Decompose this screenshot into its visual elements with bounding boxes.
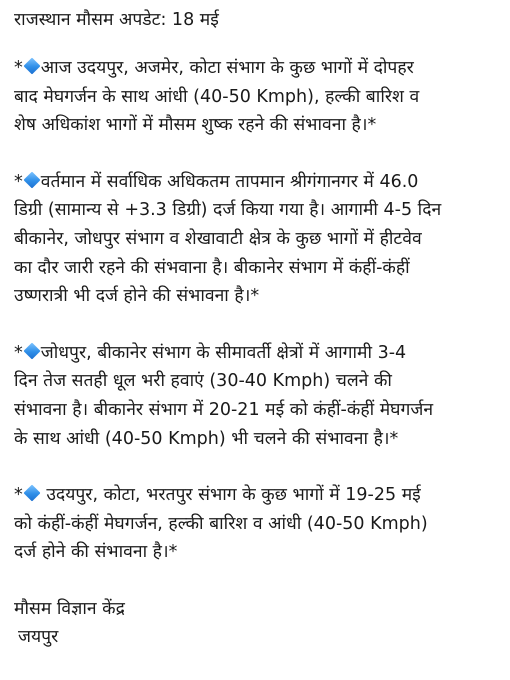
asterisk-marker: * [14, 171, 23, 192]
line-text: बाद मेघगर्जन के साथ आंधी (40-50 Kmph), हल्की बारिश व [14, 86, 420, 107]
line-text: के साथ आंधी (40-50 Kmph) भी चलने की संभावना है।* [14, 428, 399, 449]
paragraph-line [14, 168, 502, 197]
paragraph-line [14, 83, 502, 112]
paragraph-line [14, 111, 502, 140]
blue-diamond-icon [23, 58, 40, 75]
line-text: को कंहीं-कंहीं मेघगर्जन, हल्की बारिश व आंधी (40-50 Kmph) [14, 513, 428, 534]
paragraph-line [14, 396, 502, 425]
line-text: उदयपुर, कोटा, भरतपुर संभाग के कुछ भागों में 19-25 मई [40, 485, 421, 506]
paragraph-line [14, 54, 502, 83]
line-text: दिन तेज सतही धूल भरी हवाएं (30-40 Kmph) चलने की [14, 371, 392, 392]
paragraph-line [14, 367, 502, 396]
line-text: दर्ज होने की संभावना है।* [14, 542, 178, 563]
update-title: राजस्थान मौसम अपडेट: 18 मई [14, 10, 219, 30]
asterisk-marker: * [14, 485, 23, 506]
line-text: वर्तमान में सर्वाधिक अधिकतम तापमान श्रीगंगानगर में 46.0 [40, 171, 419, 192]
forecast-paragraph [14, 481, 502, 567]
paragraph-line [14, 254, 502, 283]
line-text: का दौर जारी रहने की संभवाना है। बीकानेर संभाग में कंहीं-कंहीं [14, 257, 410, 278]
asterisk-marker: * [14, 58, 23, 78]
signature-org: मौसम विज्ञान केंद्र [14, 598, 125, 619]
forecast-paragraph [14, 54, 502, 140]
blue-diamond-icon [23, 171, 40, 188]
blue-diamond-icon [23, 342, 40, 359]
paragraph-line [14, 339, 502, 368]
paragraph-line [14, 425, 502, 454]
line-text: जोधपुर, बीकानेर संभाग के सीमावर्ती क्षेत्रों में आगामी 3-4 [40, 342, 407, 363]
blue-diamond-icon [23, 485, 40, 502]
message-body [14, 6, 502, 651]
line-text: शेष अधिकांश भागों में मौसम शुष्क रहने की संभावना है।* [14, 115, 377, 136]
line-text: आज उदयपुर, अजमेर, कोटा संभाग के कुछ भागों में दोपहर [40, 58, 414, 78]
paragraph-line [14, 481, 502, 510]
line-text: डिग्री (सामान्य से +3.3 डिग्री) दर्ज किया गया है। आगामी 4-5 दिन [14, 200, 442, 221]
signature-city: जयपुर [18, 626, 59, 647]
paragraph-line [14, 282, 502, 311]
paragraph-line [14, 225, 502, 254]
line-text: संभावना है। बीकानेर संभाग में 20-21 मई को कंहीं-कंहीं मेघगर्जन [14, 399, 434, 420]
paragraph-line [14, 510, 502, 539]
line-text: उष्णरात्री भी दर्ज होने की संभावना है।* [14, 286, 260, 307]
paragraph-line [14, 196, 502, 225]
paragraph-list [14, 54, 502, 567]
paragraph-line [14, 538, 502, 567]
forecast-paragraph [14, 168, 502, 311]
forecast-paragraph [14, 339, 502, 453]
asterisk-marker: * [14, 342, 23, 363]
line-text: बीकानेर, जोधपुर संभाग व शेखावाटी क्षेत्र के कुछ भागों में हीटवेव [14, 228, 422, 249]
